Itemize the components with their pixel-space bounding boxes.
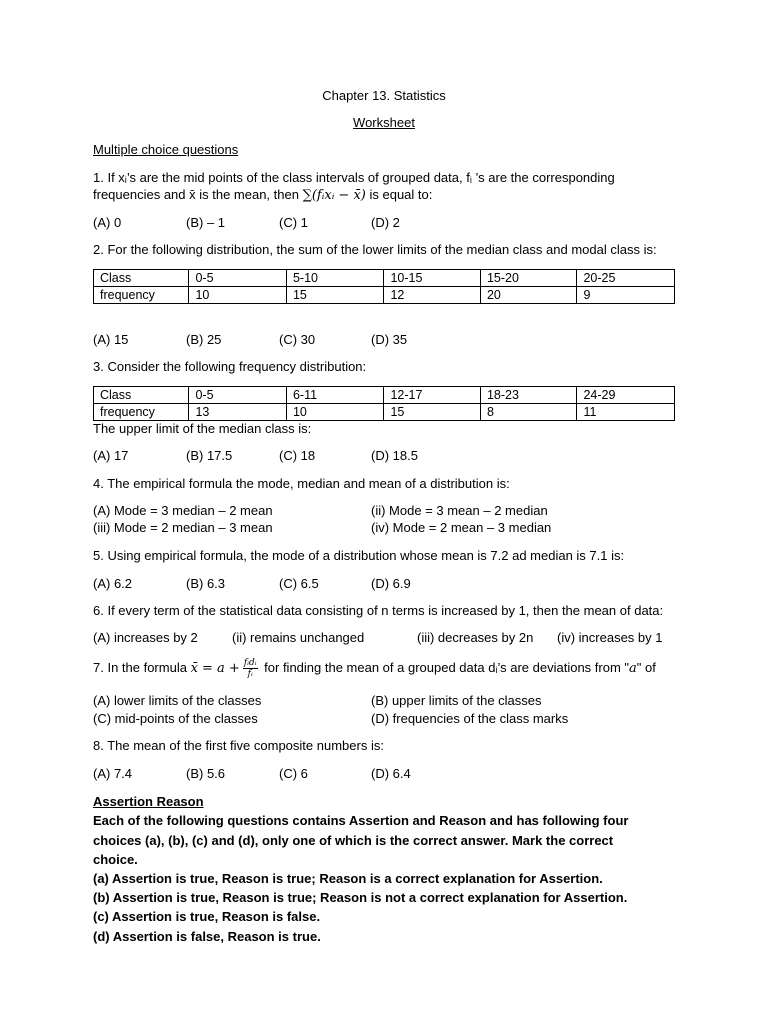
q2-option-b: (B) 25 bbox=[186, 332, 222, 347]
mcq-heading: Multiple choice questions bbox=[93, 142, 239, 157]
q6-text: 6. If every term of the statistical data consisting of n terms is increased by 1, then the mean of data: bbox=[93, 603, 664, 618]
q4-option-c: (iii) Mode = 2 median – 3 mean bbox=[93, 520, 273, 535]
q1-text-line1: 1. If xᵢ’s are the mid points of the class intervals of grouped data, fᵢ ’s are the corresponding bbox=[93, 170, 615, 185]
table-cell: frequency bbox=[94, 287, 189, 304]
q1-formula: ∑(fᵢxᵢ − x̄) bbox=[302, 188, 366, 203]
q7-suffix-a: for finding the mean of a grouped data dᵢ’s are deviations from " bbox=[260, 660, 630, 675]
q7-prefix: 7. In the formula bbox=[93, 660, 191, 675]
table-cell: 12 bbox=[384, 287, 480, 304]
q3-table bbox=[93, 386, 675, 421]
table-row bbox=[94, 287, 675, 304]
q1-option-c: (C) 1 bbox=[279, 215, 308, 230]
q8-option-d: (D) 6.4 bbox=[371, 766, 411, 781]
q8-option-b: (B) 5.6 bbox=[186, 766, 226, 781]
q2-table bbox=[93, 269, 675, 304]
q7-text bbox=[93, 656, 656, 681]
assertion-choice-d: (d) Assertion is false, Reason is true. bbox=[93, 929, 321, 944]
table-cell: 24-29 bbox=[577, 387, 675, 404]
q3-option-c: (C) 18 bbox=[279, 448, 316, 463]
q3-option-d: (D) 18.5 bbox=[371, 448, 418, 463]
table-cell: frequency bbox=[94, 404, 189, 421]
q6-option-a: (A) increases by 2 bbox=[93, 630, 198, 645]
chapter-title: Chapter 13. Statistics bbox=[322, 88, 446, 103]
q7-option-b: (B) upper limits of the classes bbox=[371, 693, 542, 708]
table-cell: 6-11 bbox=[286, 387, 384, 404]
q1-line2-suffix: is equal to: bbox=[365, 187, 433, 202]
table-cell: 10-15 bbox=[384, 270, 480, 287]
q7-option-a: (A) lower limits of the classes bbox=[93, 693, 262, 708]
table-cell: 10 bbox=[189, 287, 287, 304]
table-row bbox=[94, 270, 675, 287]
assertion-choice-c: (c) Assertion is true, Reason is false. bbox=[93, 909, 321, 924]
table-cell: 0-5 bbox=[189, 270, 287, 287]
q2-option-c: (C) 30 bbox=[279, 332, 316, 347]
q2-text: 2. For the following distribution, the sum of the lower limits of the median class and modal class is: bbox=[93, 242, 657, 257]
q7-fraction bbox=[243, 658, 258, 679]
table-cell: 13 bbox=[189, 404, 287, 421]
q5-option-b: (B) 6.3 bbox=[186, 576, 226, 591]
assertion-choice-b: (b) Assertion is true, Reason is true; Reason is not a correct explanation for Assertion. bbox=[93, 890, 628, 905]
q3-option-b: (B) 17.5 bbox=[186, 448, 233, 463]
q2-option-a: (A) 15 bbox=[93, 332, 129, 347]
q6-option-c: (iii) decreases by 2n bbox=[417, 630, 534, 645]
q5-option-d: (D) 6.9 bbox=[371, 576, 411, 591]
assertion-intro-line2: choices (a), (b), (c) and (d), only one of which is the correct answer. Mark the correct bbox=[93, 833, 614, 848]
q8-option-a: (A) 7.4 bbox=[93, 766, 133, 781]
q7-option-d: (D) frequencies of the class marks bbox=[371, 711, 569, 726]
q4-option-b: (ii) Mode = 3 mean – 2 median bbox=[371, 503, 548, 518]
q5-option-a: (A) 6.2 bbox=[93, 576, 133, 591]
q7-fraction-denominator: fᵢ bbox=[247, 669, 253, 680]
q5-text: 5. Using empirical formula, the mode of a distribution whose mean is 7.2 ad median is 7.1 is: bbox=[93, 548, 625, 563]
q1-option-d: (D) 2 bbox=[371, 215, 400, 230]
q1-option-b: (B) – 1 bbox=[186, 215, 226, 230]
assertion-heading: Assertion Reason bbox=[93, 794, 204, 809]
table-cell: Class bbox=[94, 270, 189, 287]
q4-option-d: (iv) Mode = 2 mean – 3 median bbox=[371, 520, 552, 535]
assertion-intro-line1: Each of the following questions contains Assertion and Reason and has following four bbox=[93, 813, 629, 828]
table-row bbox=[94, 404, 675, 421]
q5-option-c: (C) 6.5 bbox=[279, 576, 319, 591]
q4-text: 4. The empirical formula the mode, median and mean of a distribution is: bbox=[93, 476, 510, 491]
table-cell: 20 bbox=[480, 287, 576, 304]
q3-followup: The upper limit of the median class is: bbox=[93, 421, 312, 436]
assertion-intro-line3: choice. bbox=[93, 852, 138, 867]
q3-option-a: (A) 17 bbox=[93, 448, 129, 463]
q1-text-line2 bbox=[93, 186, 432, 204]
table-cell: 5-10 bbox=[286, 270, 384, 287]
table-cell: 12-17 bbox=[384, 387, 480, 404]
q8-text: 8. The mean of the first five composite numbers is: bbox=[93, 738, 384, 753]
q7-variable: a bbox=[629, 661, 637, 676]
table-row bbox=[94, 387, 675, 404]
table-cell: 8 bbox=[480, 404, 576, 421]
q7-suffix-b: " of bbox=[636, 660, 656, 675]
assertion-choice-a: (a) Assertion is true, Reason is true; Reason is a correct explanation for Assertion. bbox=[93, 871, 603, 886]
worksheet-title: Worksheet bbox=[353, 115, 415, 130]
q7-fraction-numerator: fᵢdᵢ bbox=[243, 658, 257, 669]
q1-option-a: (A) 0 bbox=[93, 215, 122, 230]
table-cell: 15-20 bbox=[480, 270, 576, 287]
q3-text: 3. Consider the following frequency distribution: bbox=[93, 359, 367, 374]
table-cell: 15 bbox=[384, 404, 480, 421]
q6-option-d: (iv) increases by 1 bbox=[557, 630, 663, 645]
q4-option-a: (A) Mode = 3 median – 2 mean bbox=[93, 503, 273, 518]
q8-option-c: (C) 6 bbox=[279, 766, 308, 781]
q1-line2-prefix: frequencies and x̄ is the mean, then bbox=[93, 187, 303, 202]
q7-option-c: (C) mid-points of the classes bbox=[93, 711, 258, 726]
q2-option-d: (D) 35 bbox=[371, 332, 408, 347]
table-cell: 0-5 bbox=[189, 387, 287, 404]
table-cell: Class bbox=[94, 387, 189, 404]
table-cell: 11 bbox=[577, 404, 675, 421]
table-cell: 10 bbox=[286, 404, 384, 421]
q6-option-b: (ii) remains unchanged bbox=[232, 630, 365, 645]
q7-formula-lhs: x̄ = a + bbox=[190, 661, 240, 676]
table-cell: 9 bbox=[577, 287, 675, 304]
table-cell: 20-25 bbox=[577, 270, 675, 287]
table-cell: 15 bbox=[286, 287, 384, 304]
table-cell: 18-23 bbox=[480, 387, 576, 404]
